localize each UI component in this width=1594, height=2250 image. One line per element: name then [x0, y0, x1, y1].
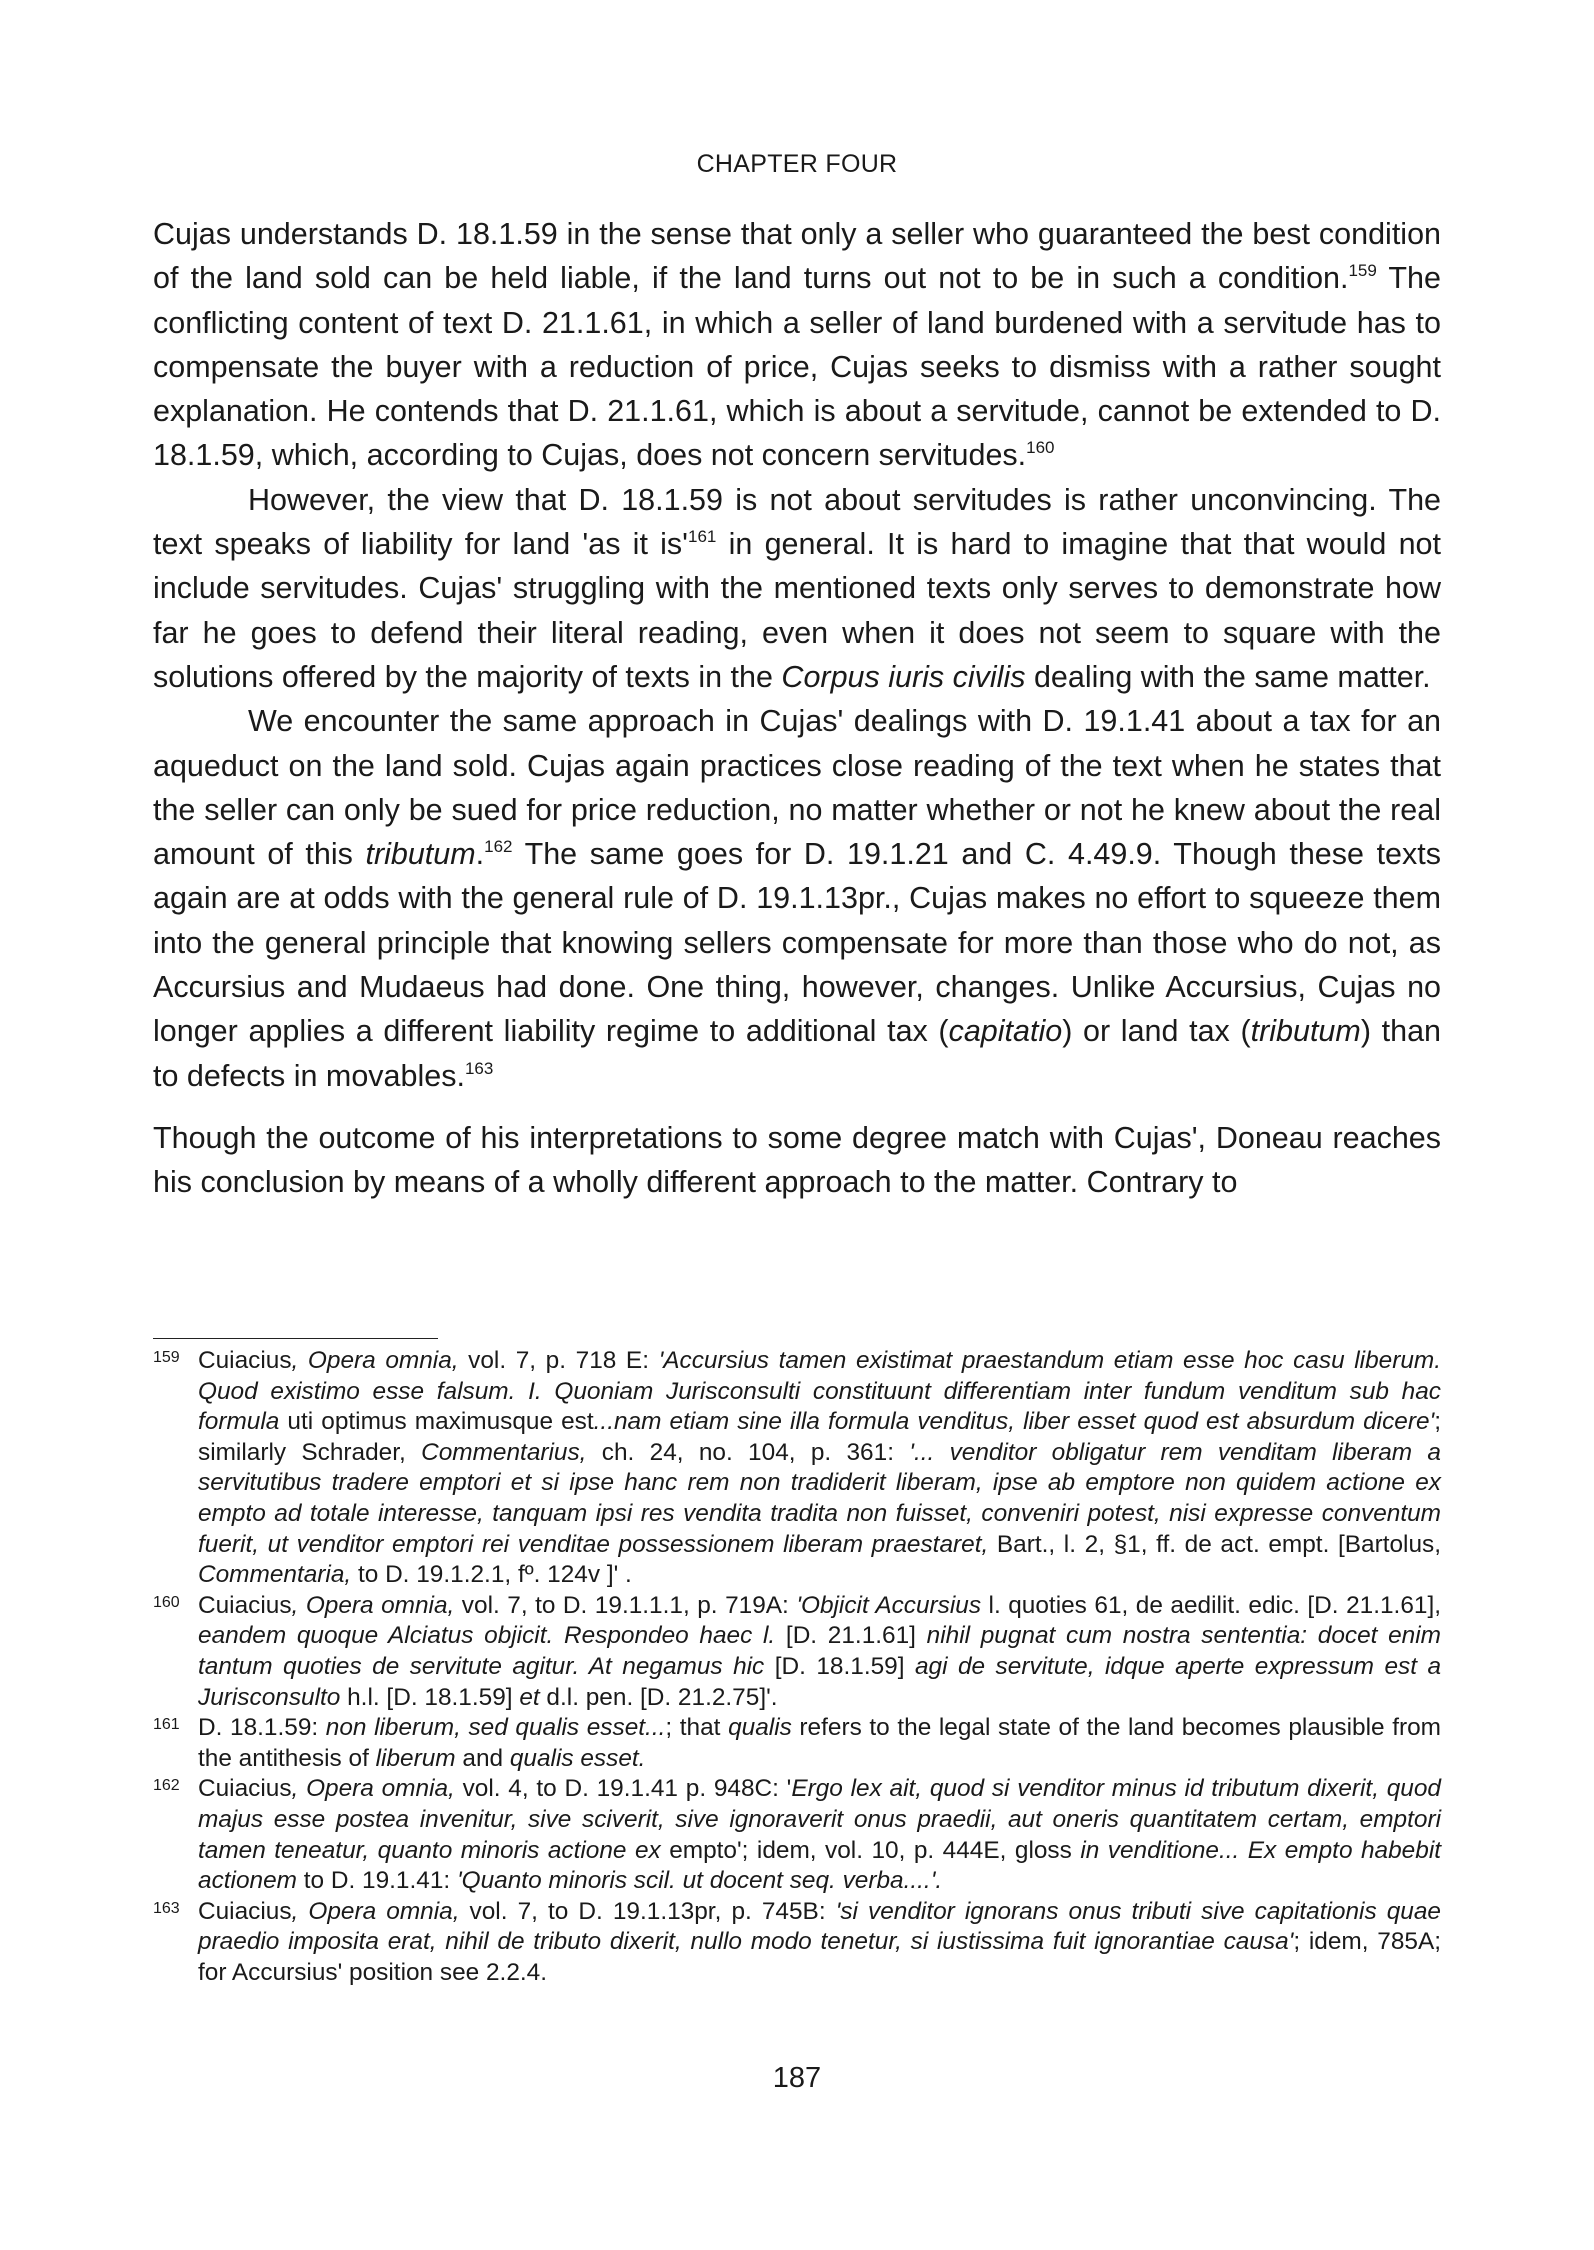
footnote-text: Cuiacius, Opera omnia, vol. 7, to D. 19.1.1.1, p. 719A: 'Objicit Accursius l. quoties 61, de aedilit. edic. [D. 21.1.61], eandem quoque Alciatus objicit. Respondeo haec l. [D. 21.1.61] nihil pugnat cum nostra sententia: docet enim tantum quoties de servitute agitur. At negamus hic [D. 18.1.59] agi de servitute, idque aperte expressum est a Jurisconsulto h.l. [D. 18.1.59] et d.l. pen. [D. 21.2.75]'.: [198, 1591, 1442, 1711]
footnote-160: [153, 1591, 1441, 1713]
footnote-ref-159[interactable]: 159: [1348, 261, 1377, 281]
footnote-159: [153, 1346, 1441, 1591]
footnote-163: [153, 1897, 1441, 1989]
footnote-text: Cuiacius, Opera omnia, vol. 7, p. 718 E: 'Accursius tamen existimat praestandum etiam esse hoc casu liberum. Quod existimo esse falsum. I. Quoniam Jurisconsulti constituunt differentiam inter fundum venditum sub hac formula uti optimus maximusque est...nam etiam sine illa formula venditus, liber esset quod est absurdum dicere'; similarly Schrader, Commentarius, ch. 24, no. 104, p. 361: '... venditor obligatur rem venditam liberam a servitutibus tradere emptori et si ipse hanc rem non tradiderit liberam, ipse ab emptore non quidem actione ex empto ad totale interesse, tanquam ipsi res vendita tradita non fuisset, conveniri potest, nisi expresse conventum fuerit, ut venditor emptori rei venditae possessionem liberam praestaret, Bart., l. 2, §1, ff. de act. empt. [Bartolus, Commentaria, to D. 19.1.2.1, fº. 124v ]' .: [198, 1347, 1442, 1589]
footnote-number: 161: [153, 1716, 180, 1734]
footnotes: [153, 1346, 1441, 1988]
footnote-number: 163: [153, 1899, 180, 1917]
footnote-ref-160[interactable]: 160: [1026, 438, 1055, 458]
paragraph-4: Though the outcome of his interpretations to some degree match with Cujas', Doneau reaches his conclusion by means of a wholly different approach to the matter. Contrary to: [153, 1120, 1441, 1200]
footnote-text: Cuiacius, Opera omnia, vol. 4, to D. 19.1.41 p. 948C: 'Ergo lex ait, quod si venditor minus id tributum dixerit, quod majus esse postea invenitur, sive sciverit, sive ignoraverit onus praedii, aut oneris quantitatem certam, emptori tamen teneatur, quanto minoris actione ex empto'; idem, vol. 10, p. 444E, gloss in venditione... Ex empto habebit actionem to D. 19.1.41: 'Quanto minoris scil. ut docent seq. verba....'.: [198, 1775, 1442, 1895]
running-head: CHAPTER FOUR: [696, 150, 898, 178]
main-text: [153, 212, 1441, 1205]
paragraph-2: However, the view that D. 18.1.59 is not about servitudes is rather unconvincing. The text speaks of liability for land 'as it is'$^{161}$ in general. It is hard to imagine that that would not include servitudes. Cujas' struggling with the mentioned texts only serves to demonstrate how far he goes to defend their literal reading, even when it does not seem to square with the solutions offered by the majority of texts in the Corpus iuris civilis dealing with the same matter.: [153, 482, 1441, 694]
footnote-ref-161[interactable]: 161: [688, 527, 717, 547]
footnote-161: [153, 1713, 1441, 1774]
page-number: 187: [772, 2062, 822, 2094]
book-page: [153, 0, 1441, 2250]
footnote-text: D. 18.1.59: non liberum, sed qualis esset...; that qualis refers to the legal state of the land becomes plausible from the antithesis of liberum and qualis esset.: [198, 1714, 1441, 1772]
footnote-number: 159: [153, 1349, 180, 1366]
footnote-ref-162[interactable]: 162: [484, 837, 513, 857]
footnote-ref-163[interactable]: 163: [464, 1058, 494, 1078]
footnote-text: Cuiacius, Opera omnia, vol. 7, to D. 19.1.13pr, p. 745B: 'si venditor ignorans onus tributi sive capitationis quae praedio imposita erat, nihil de tributo dixerit, nullo modo tenetur, si iustissima fuit ignorantiae causa'; idem, 785A; for Accursius' position see 2.2.4.: [198, 1897, 1441, 1986]
footnote-separator: [153, 1338, 438, 1339]
paragraph-3: We encounter the same approach in Cujas' dealings with D. 19.1.41 about a tax for an aqueduct on the land sold. Cujas again practices close reading of the text when he states that the seller can only be sued for price reduction, no matter whether or not he knew about the real amount of this tributum.$^{162}$ The same goes for D. 19.1.21 and C. 4.49.9. Though these texts again are at odds with the general rule of D. 19.1.13pr., Cujas makes no effort to squeeze them into the general principle that knowing sellers compensate for more than those who do not, as Accursius and Mudaeus had done. One thing, however, changes. Unlike Accursius, Cujas no longer applies a different liability regime to additional tax (capitatio) or land tax (tributum) than to defects in movables.$^{163}$: [153, 704, 1441, 1093]
footnote-162: [153, 1774, 1441, 1896]
footnote-number: 160: [153, 1593, 180, 1611]
footnote-number: 162: [153, 1777, 180, 1795]
paragraph-1: Cujas understands D. 18.1.59 in the sense that only a seller who guaranteed the best condition of the land sold can be held liable, if the land turns out not to be in such a condition.$^{159}$ The conflicting content of text D. 21.1.61, in which a seller of land burdened with a servitude has to compensate the buyer with a reduction of price, Cujas seeks to dismiss with a rather sought explanation. He contends that D. 21.1.61, which is about a servitude, cannot be extended to D. 18.1.59, which, according to Cujas, does not concern servitudes.$^{160}$: [153, 217, 1441, 473]
